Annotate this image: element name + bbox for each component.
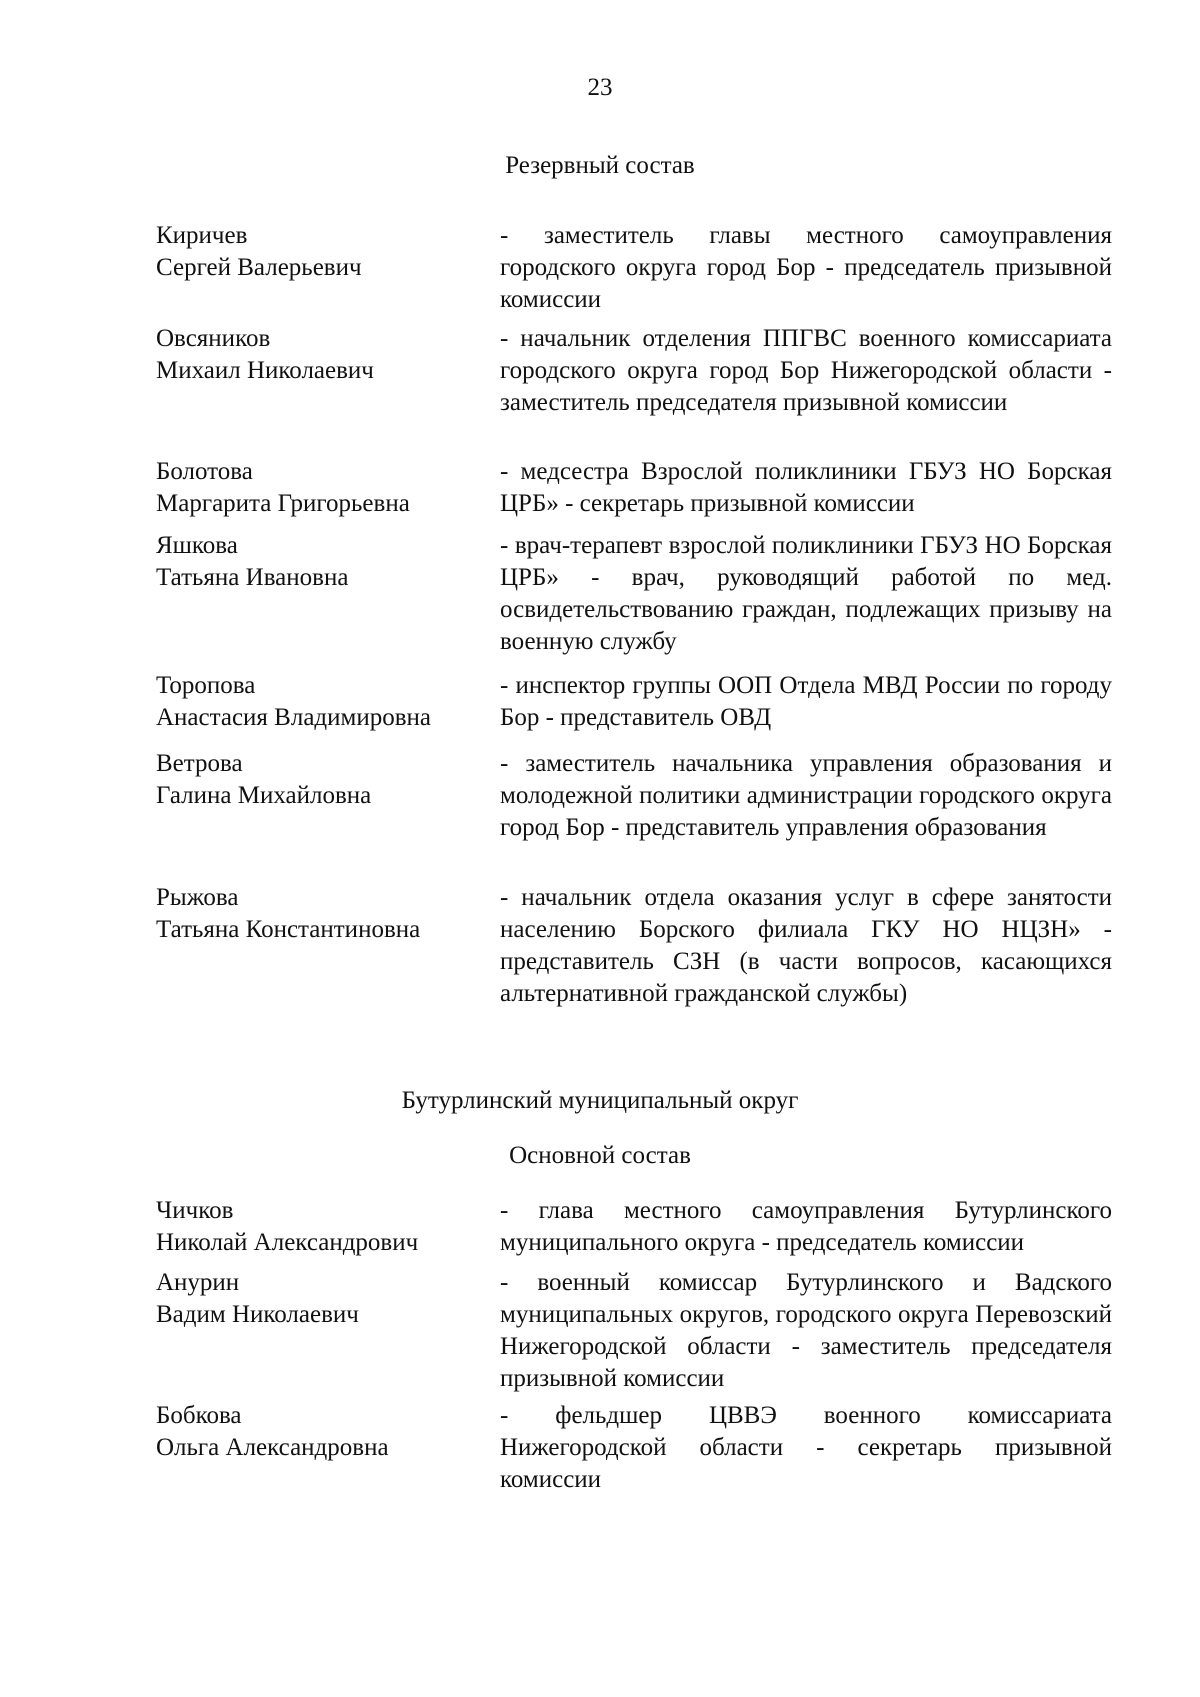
member-given-names: Татьяна Константиновна [156, 916, 421, 943]
member-surname: Ветрова [156, 750, 243, 777]
member-given-names: Сергей Валерьевич [156, 254, 362, 281]
member-name [156, 1400, 486, 1464]
member-name [156, 1267, 486, 1331]
district-heading: Бутурлинский муниципальный округ [401, 1087, 799, 1114]
member-surname: Торопова [156, 672, 256, 699]
member-role: - начальник отделения ППГВС военного комиссариата городского округа город Бор Нижегородской области - заместитель председателя призывной комиссии [500, 325, 1112, 416]
member-name [156, 670, 486, 734]
member-surname: Чичков [156, 1197, 234, 1224]
member-given-names: Галина Михайловна [156, 782, 372, 809]
member-given-names: Вадим Николаевич [156, 1301, 359, 1328]
member-role: - военный комиссар Бутурлинского и Вадского муниципальных округов, городского округа Перевозский Нижегородской области - заместитель председателя призывной комиссии [500, 1269, 1112, 1392]
member-role: - глава местного самоуправления Бутурлинского муниципального округа - председатель комиссии [500, 1197, 1112, 1256]
member-given-names: Татьяна Ивановна [156, 564, 349, 591]
member-name [156, 323, 486, 387]
member-given-names: Николай Александрович [156, 1229, 419, 1256]
member-name [156, 530, 486, 594]
member-role: - заместитель главы местного самоуправления городского округа город Бор - председатель призывной комиссии [500, 222, 1112, 313]
member-name [156, 1195, 486, 1259]
member-role: - начальник отдела оказания услуг в сфере занятости населению Борского филиала ГКУ НО НЦЗН» - представитель СЗН (в части вопросов, касающихся альтернативной гражданской службы) [500, 884, 1112, 1007]
member-surname: Болотова [156, 458, 253, 485]
member-surname: Рыжова [156, 884, 239, 911]
member-surname: Бобкова [156, 1402, 242, 1429]
member-role: - заместитель начальника управления образования и молодежной политики администрации городского округа город Бор - представитель управления образования [500, 750, 1112, 841]
section-heading-reserve: Резервный состав [505, 152, 695, 179]
member-role: - фельдшер ЦВВЭ военного комиссариата Нижегородской области - секретарь призывной комиссии [500, 1402, 1112, 1493]
member-surname: Яшкова [156, 532, 238, 559]
member-given-names: Ольга Александровна [156, 1434, 389, 1461]
member-given-names: Маргарита Григорьевна [156, 490, 410, 517]
member-name [156, 220, 486, 284]
member-surname: Анурин [156, 1269, 240, 1296]
section-heading-main: Основной состав [509, 1142, 691, 1169]
member-name [156, 456, 486, 520]
member-given-names: Михаил Николаевич [156, 357, 374, 384]
member-name [156, 748, 486, 812]
member-role: - медсестра Взрослой поликлиники ГБУЗ НО Борская ЦРБ» - секретарь призывной комиссии [500, 458, 1112, 517]
member-name [156, 882, 486, 946]
member-role: - врач-терапевт взрослой поликлиники ГБУЗ НО Борская ЦРБ» - врач, руководящий работой по мед. освидетельствованию граждан, подлежащих призыву на военную службу [500, 532, 1112, 655]
member-surname: Киричев [156, 222, 248, 249]
member-given-names: Анастасия Владимировна [156, 704, 431, 731]
member-role: - инспектор группы ООП Отдела МВД России по городу Бор - представитель ОВД [500, 672, 1112, 731]
page-number: 23 [587, 74, 613, 101]
member-surname: Овсяников [156, 325, 271, 352]
